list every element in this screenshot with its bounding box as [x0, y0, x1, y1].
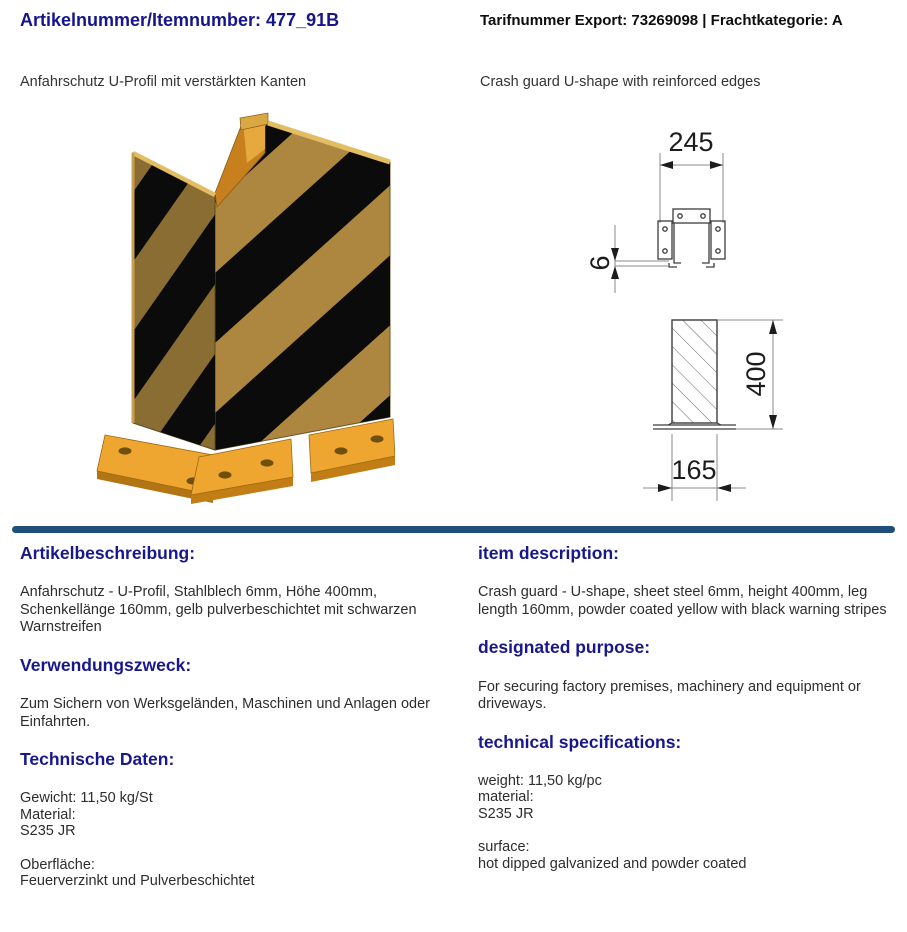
side-view-base-flange	[653, 423, 736, 429]
dim-leg-label: 165	[671, 455, 717, 485]
surface-value-de: Feuerverzinkt und Pulverbeschichtet	[20, 873, 255, 890]
dim-height-label: 400	[741, 351, 771, 397]
description-text-en: Crash guard - U-shape, sheet steel 6mm, height 400mm, leg length 160mm, powder coated yellow with black warning stripes	[478, 584, 887, 618]
bolt-hole	[219, 471, 232, 478]
weight-line-de: Gewicht: 11,50 kg/St	[20, 790, 153, 807]
surface-label-en: surface:	[478, 839, 530, 856]
drawing-top-view	[555, 105, 865, 305]
heading-technische-daten: Technische Daten:	[20, 749, 175, 769]
top-view-part	[658, 209, 725, 267]
drawing-side-view	[605, 298, 895, 526]
item-number-title: Artikelnummer/Itemnumber: 477_91B	[20, 10, 340, 30]
dim-arrow-right	[658, 484, 672, 492]
description-text-de: Anfahrschutz - U-Profil, Stahlblech 6mm, Höhe 400mm, Schenkellänge 160mm, gelb pulverbeschichtet mit schwarzen Warnstreifen	[20, 584, 417, 636]
dim-arrow-left	[660, 161, 673, 169]
material-label-en: material:	[478, 789, 534, 806]
dim-arrow-up	[769, 320, 777, 334]
bolt-hole	[119, 447, 132, 454]
material-value-de: S235 JR	[20, 823, 76, 840]
product-subtitle-german: Anfahrschutz U-Profil mit verstärkten Kanten	[20, 74, 307, 90]
heading-verwendungszweck: Verwendungszweck:	[20, 654, 192, 675]
heading-technical-specifications: technical specifications:	[478, 731, 682, 752]
weight-line-en: weight: 11,50 kg/pc	[478, 772, 602, 789]
column-german	[20, 544, 452, 890]
column-english	[478, 544, 898, 872]
bolt-hole	[261, 459, 274, 466]
base-plate-front-left	[191, 439, 293, 504]
bolt-hole	[371, 435, 384, 442]
purpose-text-de: Zum Sichern von Werksgeländen, Maschinen und Anlagen oder Einfahrten.	[20, 696, 431, 730]
heading-item-description: item description:	[478, 543, 619, 563]
dim-arrow-right	[710, 161, 723, 169]
heading-designated-purpose: designated purpose:	[478, 637, 651, 658]
dim-arrow-down	[769, 415, 777, 429]
surface-label-de: Oberfläche:	[20, 856, 95, 873]
purpose-text-en: For securing factory premises, machinery and equipment or driveways.	[478, 678, 861, 712]
product-render-crash-guard	[95, 105, 395, 525]
tariff-export-info: Tarifnummer Export: 73269098 | Frachtkategorie: A	[480, 12, 843, 29]
dim-arrow-left	[717, 484, 731, 492]
material-value-en: S235 JR	[478, 805, 534, 822]
surface-value-en: hot dipped galvanized and powder coated	[478, 855, 747, 872]
product-subtitle-english: Crash guard U-shape with reinforced edges	[480, 74, 761, 90]
dim-thickness-label: 6	[585, 255, 615, 271]
dim-width-label: 245	[668, 127, 714, 157]
heading-artikelbeschreibung: Artikelbeschreibung:	[20, 543, 196, 563]
section-divider	[12, 526, 895, 533]
material-label-de: Material:	[20, 806, 76, 823]
side-view-body	[672, 320, 717, 423]
bolt-hole	[335, 447, 348, 454]
